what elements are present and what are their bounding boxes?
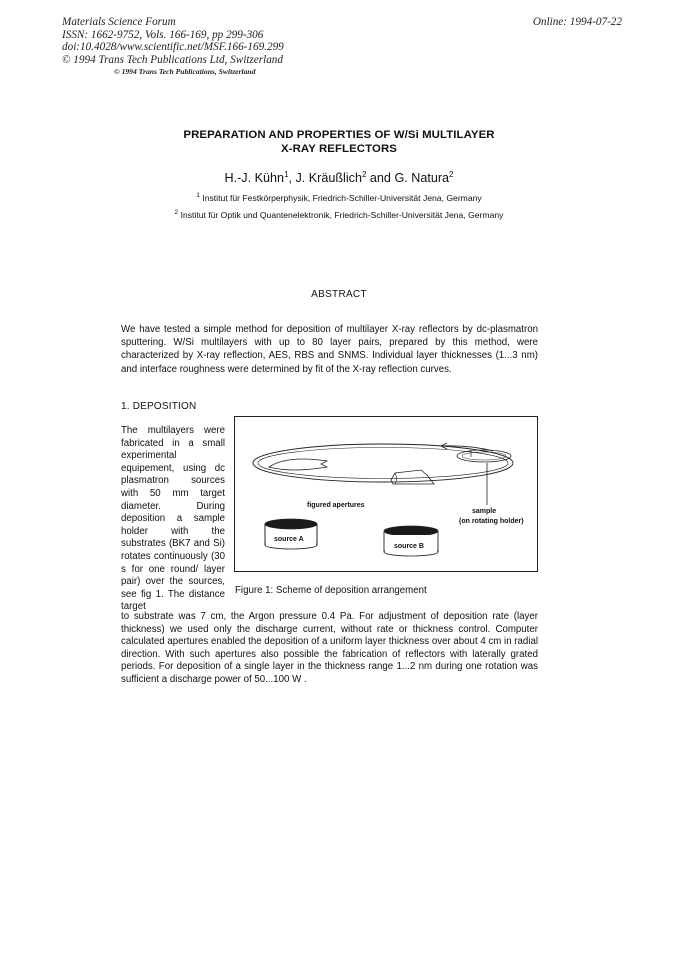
citation-line: © 1994 Trans Tech Publications Ltd, Switzerland [62, 53, 283, 66]
title-line: PREPARATION AND PROPERTIES OF W/Si MULTILAYER [183, 129, 495, 141]
deposition-diagram [235, 417, 539, 573]
source-b-target [384, 526, 438, 536]
citation-block [62, 16, 284, 66]
abstract-text: We have tested a simple method for deposition of multilayer X-ray reflectors by dc-plasmatron sputtering. W/Si multilayers with up to 80 layer pairs, prepared by this method, were characterized by X-ray reflection, AES, RBS and SNMS. Individual layer thicknesses (1...3 nm) and interface roughness were determined by fit of the X-ray reflection curves. [121, 324, 538, 375]
author-separator: and [366, 171, 395, 185]
sample-inner-ellipse [462, 452, 506, 460]
holder-outer-ellipse [253, 444, 513, 482]
label-sample: sample [472, 508, 497, 515]
affiliation [0, 192, 678, 203]
label-figured-apertures: figured apertures [307, 502, 365, 509]
author-separator: , [288, 171, 296, 185]
author-affiliation-mark: 2 [449, 170, 454, 179]
author-name: H.-J. Kühn [224, 171, 285, 185]
affiliation-number: 2 [174, 209, 179, 216]
author-affiliation-mark: 2 [361, 170, 367, 179]
author-list [0, 170, 678, 185]
affiliation-number: 1 [196, 192, 200, 199]
section-text: to substrate was 7 cm, the Argon pressure 0.4 Pa. For adjustment of deposition rate (layer thickness) we used only the discharge current, without rate or thickness control. Computer calculated apertures enabled the deposition of a uniform layer thickness over about 4 cm in radial direction. With such apertures also possible the fabrication of reflectors with laterally grated periods. For deposition of a single layer in the thickness range 1...2 nm during one rotation was sufficient a discharge power of 50...100 W . [121, 611, 538, 685]
citation-line: doi:10.4028/www.scientific.net/MSF.166-169.299 [62, 41, 284, 54]
label-source-b: source B [394, 543, 424, 550]
aperture-left [269, 459, 327, 470]
section-heading: 1. DEPOSITION [121, 401, 197, 412]
abstract-heading: ABSTRACT [311, 289, 367, 300]
affiliation-text: Institut für Festkörperphysik, Friedrich-Schiller-Universität Jena, Germany [202, 193, 482, 203]
paper-title [0, 128, 678, 156]
affiliation [0, 209, 678, 220]
holder-inner-ellipse [258, 448, 508, 479]
copyright-notice: © 1994 Trans Tech Publications, Switzerland [114, 67, 256, 76]
author-name: J. Kräußlich [295, 171, 362, 185]
section-text-wrapped: The multilayers were fabricated in a small experimental equipement, using dc plasmatron sources with 50 mm target diameter. During deposition a sample holder with the substrates (BK7 and Si) rotates continuously (30 s for one round/ layer pair) over the sources, see fig 1. The distance target [121, 425, 225, 613]
affiliation-text: Institut für Optik und Quantenelektronik, Friedrich-Schiller-Universität Jena, Germany [180, 210, 504, 220]
figure-deposition-scheme [234, 416, 538, 572]
citation-line: ISSN: 1662-9752, Vols. 166-169, pp 299-306 [62, 28, 264, 41]
author-name: G. Natura [394, 171, 450, 185]
title-line: X-RAY REFLECTORS [281, 143, 397, 155]
label-rotating-holder: (on rotating holder) [459, 518, 524, 525]
citation-line: Materials Science Forum [62, 16, 176, 28]
online-date: Online: 1994-07-22 [532, 16, 622, 28]
label-source-a: source A [274, 536, 304, 543]
figure-caption: Figure 1: Scheme of deposition arrangement [235, 585, 427, 596]
source-a-target [265, 519, 317, 529]
author-affiliation-mark: 1 [284, 170, 289, 179]
